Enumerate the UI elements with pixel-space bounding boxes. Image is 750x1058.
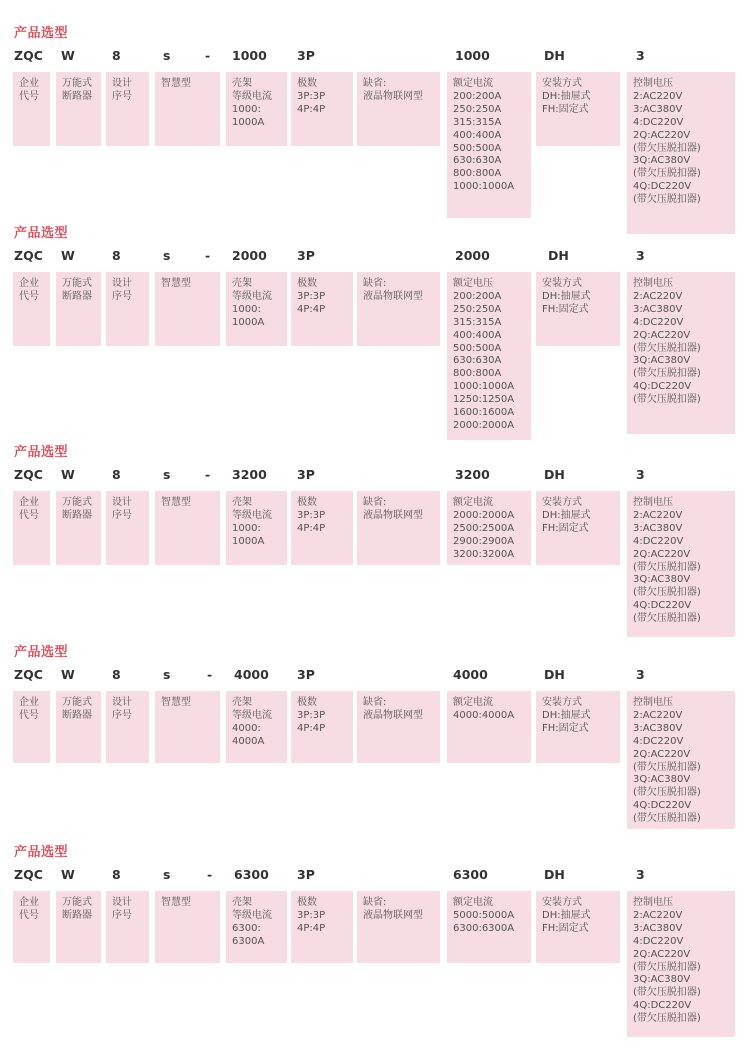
code-design: 8 [112, 667, 121, 682]
code-control-voltage: 3 [636, 48, 645, 63]
code-dash: - [207, 867, 213, 882]
box-breaker-type: 万能式 断路器 [56, 691, 101, 763]
code-type: W [61, 467, 75, 482]
code-frame-current: 3200 [232, 467, 267, 482]
code-poles: 3P [297, 867, 315, 882]
box-company-code: 企业 代号 [13, 691, 50, 763]
code-dash: - [205, 248, 211, 263]
code-type: W [61, 48, 75, 63]
code-rated-current: 1000 [455, 48, 490, 63]
box-control-voltage: 控制电压 2:AC220V 3:AC380V 4:DC220V 2Q:AC220V (带欠压脱扣器) 3Q:AC380V (带欠压脱扣器) 4Q:DC220V (带欠压脱扣器) [627, 72, 735, 234]
box-breaker-type: 万能式 断路器 [56, 491, 101, 565]
box-smart-type: 智慧型 [155, 272, 220, 346]
box-frame-current: 壳架 等级电流 1000: 1000A [226, 491, 287, 565]
code-dash: - [205, 48, 211, 63]
box-company-code: 企业 代号 [13, 891, 50, 963]
code-frame-current: 4000 [234, 667, 269, 682]
box-mounting-type: 安装方式 DH:抽屉式 FH:固定式 [536, 72, 620, 146]
code-design: 8 [112, 867, 121, 882]
code-design: 8 [112, 248, 121, 263]
code-company: ZQC [14, 667, 43, 682]
code-type: W [61, 667, 75, 682]
section-title: 产品选型 [14, 226, 69, 241]
box-company-code: 企业 代号 [13, 72, 50, 146]
code-poles: 3P [297, 667, 315, 682]
box-default-lcd-iot: 缺省: 液晶物联网型 [357, 272, 440, 346]
code-mounting: DH [544, 667, 565, 682]
code-company: ZQC [14, 248, 43, 263]
box-default-lcd-iot: 缺省: 液晶物联网型 [357, 491, 440, 565]
section-title: 产品选型 [14, 845, 69, 860]
code-smart: s [163, 48, 171, 63]
code-company: ZQC [14, 467, 43, 482]
code-poles: 3P [297, 48, 315, 63]
box-control-voltage: 控制电压 2:AC220V 3:AC380V 4:DC220V 2Q:AC220V (带欠压脱扣器) 3Q:AC380V (带欠压脱扣器) 4Q:DC220V (带欠压脱扣器) [627, 691, 735, 829]
box-rated-current: 额定电流 200:200A 250:250A 315:315A 400:400A 500:500A 630:630A 800:800A 1000:1000A [447, 72, 531, 218]
code-mounting: DH [548, 248, 569, 263]
code-mounting: DH [544, 867, 565, 882]
code-mounting: DH [544, 48, 565, 63]
code-mounting: DH [544, 467, 565, 482]
code-control-voltage: 3 [636, 667, 645, 682]
box-control-voltage: 控制电压 2:AC220V 3:AC380V 4:DC220V 2Q:AC220V (带欠压脱扣器) 3Q:AC380V (带欠压脱扣器) 4Q:DC220V (带欠压脱扣器) [627, 272, 735, 434]
code-dash: - [205, 467, 211, 482]
code-frame-current: 2000 [232, 248, 267, 263]
code-rated-current: 3200 [455, 467, 490, 482]
box-poles: 极数 3P:3P 4P:4P [291, 891, 353, 963]
box-rated-current: 额定电流 5000:5000A 6300:6300A [447, 891, 531, 963]
box-frame-current: 壳架 等级电流 1000: 1000A [226, 272, 287, 346]
code-frame-current: 1000 [232, 48, 267, 63]
box-design-number: 设计 序号 [106, 491, 149, 565]
code-dash: - [207, 667, 213, 682]
box-default-lcd-iot: 缺省: 液晶物联网型 [357, 72, 440, 146]
code-poles: 3P [297, 248, 315, 263]
box-mounting-type: 安装方式 DH:抽屉式 FH:固定式 [536, 691, 620, 763]
box-design-number: 设计 序号 [106, 272, 149, 346]
code-frame-current: 6300 [234, 867, 269, 882]
code-rated-current: 6300 [453, 867, 488, 882]
box-mounting-type: 安装方式 DH:抽屉式 FH:固定式 [536, 272, 620, 346]
code-control-voltage: 3 [636, 867, 645, 882]
box-design-number: 设计 序号 [106, 72, 149, 146]
box-control-voltage: 控制电压 2:AC220V 3:AC380V 4:DC220V 2Q:AC220V (带欠压脱扣器) 3Q:AC380V (带欠压脱扣器) 4Q:DC220V (带欠压脱扣器) [627, 491, 735, 637]
code-design: 8 [112, 48, 121, 63]
box-smart-type: 智慧型 [155, 72, 220, 146]
box-company-code: 企业 代号 [13, 272, 50, 346]
code-company: ZQC [14, 867, 43, 882]
code-smart: s [163, 667, 171, 682]
box-smart-type: 智慧型 [155, 491, 220, 565]
box-frame-current: 壳架 等级电流 4000: 4000A [226, 691, 287, 763]
code-design: 8 [112, 467, 121, 482]
box-company-code: 企业 代号 [13, 491, 50, 565]
code-type: W [61, 248, 75, 263]
code-rated-current: 2000 [455, 248, 490, 263]
code-smart: s [163, 467, 171, 482]
section-title: 产品选型 [14, 445, 69, 460]
code-smart: s [163, 248, 171, 263]
box-frame-current: 壳架 等级电流 1000: 1000A [226, 72, 287, 146]
box-rated-current: 额定电流 4000:4000A [447, 691, 531, 763]
box-default-lcd-iot: 缺省: 液晶物联网型 [357, 891, 440, 963]
box-default-lcd-iot: 缺省: 液晶物联网型 [357, 691, 440, 763]
box-frame-current: 壳架 等级电流 6300: 6300A [226, 891, 287, 963]
box-poles: 极数 3P:3P 4P:4P [291, 72, 353, 146]
box-design-number: 设计 序号 [106, 691, 149, 763]
code-control-voltage: 3 [636, 467, 645, 482]
box-smart-type: 智慧型 [155, 891, 220, 963]
code-poles: 3P [297, 467, 315, 482]
box-mounting-type: 安装方式 DH:抽屉式 FH:固定式 [536, 491, 620, 565]
section-title: 产品选型 [14, 26, 69, 41]
box-breaker-type: 万能式 断路器 [56, 891, 101, 963]
code-type: W [61, 867, 75, 882]
box-design-number: 设计 序号 [106, 891, 149, 963]
box-control-voltage: 控制电压 2:AC220V 3:AC380V 4:DC220V 2Q:AC220V (带欠压脱扣器) 3Q:AC380V (带欠压脱扣器) 4Q:DC220V (带欠压脱扣器) [627, 891, 735, 1037]
code-rated-current: 4000 [453, 667, 488, 682]
box-poles: 极数 3P:3P 4P:4P [291, 691, 353, 763]
box-breaker-type: 万能式 断路器 [56, 272, 101, 346]
box-rated-voltage: 额定电压 200:200A 250:250A 315:315A 400:400A 500:500A 630:630A 800:800A 1000:1000A 1250:1250A 1600:1600A 2000:2000A [447, 272, 531, 440]
box-rated-current: 额定电流 2000:2000A 2500:2500A 2900:2900A 3200:3200A [447, 491, 531, 565]
code-smart: s [163, 867, 171, 882]
code-control-voltage: 3 [636, 248, 645, 263]
section-title: 产品选型 [14, 645, 69, 660]
box-smart-type: 智慧型 [155, 691, 220, 763]
code-company: ZQC [14, 48, 43, 63]
box-poles: 极数 3P:3P 4P:4P [291, 272, 353, 346]
box-poles: 极数 3P:3P 4P:4P [291, 491, 353, 565]
box-mounting-type: 安装方式 DH:抽屉式 FH:固定式 [536, 891, 620, 963]
box-breaker-type: 万能式 断路器 [56, 72, 101, 146]
